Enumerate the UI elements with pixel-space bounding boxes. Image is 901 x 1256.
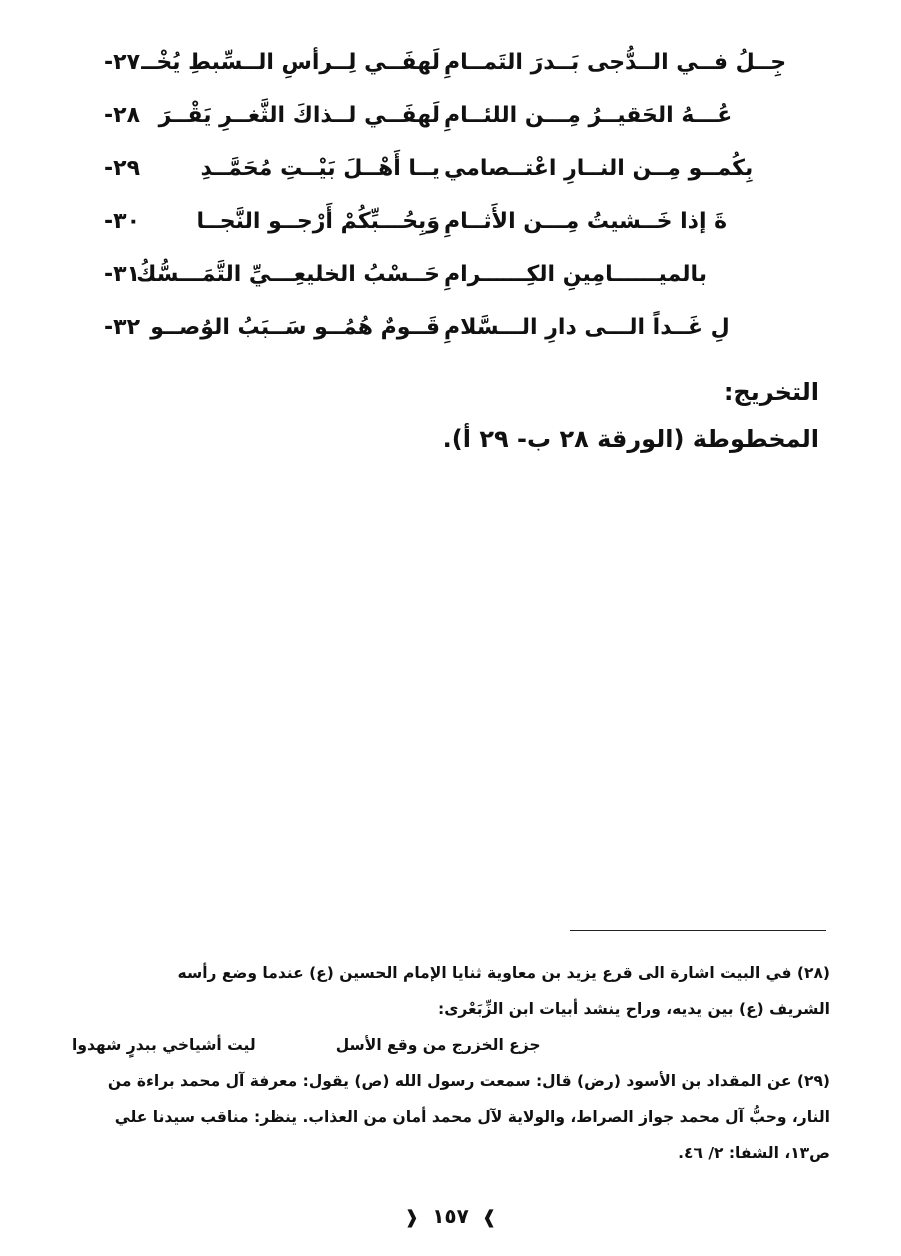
verse-number: ٣٢- xyxy=(104,315,140,340)
verse-31 xyxy=(80,248,825,301)
verse-28 xyxy=(80,89,825,142)
verse-second-hemistich: عُـــهُ الحَقيــرُ مِـــن اللئــامِ xyxy=(444,103,733,128)
verse-30 xyxy=(80,195,825,248)
footnote-28-line: (٢٨) في البيت اشارة الى قرع يزيد بن معاوية ثنايا الإمام الحسين (ع) عندما وضع رأسه xyxy=(177,964,830,982)
footnote-28-line: الشريف (ع) بين يديه، وراح ينشد أبيات ابن الزِّبَعْرى: xyxy=(438,1000,830,1018)
verse-second-hemistich: بِكُمــو مِــن النــارِ اعْتــصامي xyxy=(444,156,754,181)
verse-second-hemistich: جِــلُ فــي الــدُّجى بَــدرَ التَمــامِ xyxy=(444,50,787,75)
verse-number: ٢٨- xyxy=(104,103,140,128)
verse-first-hemistich: لَهفَــي لِــرأسِ الــسِّبطِ يُخْــ xyxy=(141,50,440,75)
footnote-29-line: النار، وحبُّ آل محمد جواز الصراط، والولاية لآل محمد أمان من العذاب. ينظر: مناقب سيدنا علي xyxy=(114,1108,830,1126)
footnote-29-line: ص١٣، الشفا: ٢/ ٤٦. xyxy=(678,1144,830,1162)
verse-first-hemistich: قَــومٌ هُمُــو سَــبَبُ الوُصــو xyxy=(150,315,440,340)
verse-first-hemistich: حَــسْبُ الخليعِـــيِّ التَّمَـــسُّكُ xyxy=(136,262,440,287)
ornament-right-icon: ❱ xyxy=(481,1207,497,1228)
verse-32 xyxy=(80,301,825,354)
footnote-29-line: (٢٩) عن المقداد بن الأسود (رض) قال: سمعت رسول الله (ص) يقول: معرفة آل محمد براءة من xyxy=(107,1072,830,1090)
verse-first-hemistich: لَهفَــي لــذاكَ الثَّغــرِ يَقْــرَ xyxy=(158,103,440,128)
verse-number: ٣١- xyxy=(104,262,140,287)
poem-verses xyxy=(80,36,825,354)
footnote-separator xyxy=(570,930,826,931)
verse-number: ٣٠- xyxy=(104,209,140,234)
footnotes xyxy=(72,955,830,1171)
takhrij-source: المخطوطة (الورقة ٢٨ ب- ٢٩ أ). xyxy=(442,425,819,453)
verse-second-hemistich: ةَ إذا خَــشيتُ مِـــن الأَثــامِ xyxy=(444,209,728,234)
verse-29 xyxy=(80,142,825,195)
page-number-block xyxy=(0,1204,901,1228)
verse-number: ٢٩- xyxy=(104,156,140,181)
quoted-verse-first-hemistich: ليت أشياخي ببدرٍ شهدوا xyxy=(72,1036,256,1054)
page-number: ١٥٧ xyxy=(432,1204,469,1228)
footnote-28-quoted-verse xyxy=(72,1027,830,1063)
verse-second-hemistich: لِ غَــداً الـــى دارِ الـــسَّلامِ xyxy=(444,315,730,340)
quoted-verse-second-hemistich: جزع الخزرج من وقع الأسل xyxy=(335,1036,541,1054)
verse-first-hemistich: يــا أَهْــلَ بَيْــتِ مُحَمَّــدِ xyxy=(200,156,440,181)
ornament-left-icon: ❰ xyxy=(404,1207,420,1228)
verse-27 xyxy=(80,36,825,89)
takhrij-heading: التخريج: xyxy=(723,378,819,406)
verse-number: ٢٧- xyxy=(104,50,140,75)
verse-first-hemistich: وَبِحُـــبِّكُمْ أَرْجــو النَّجــا xyxy=(196,209,440,234)
verse-second-hemistich: بالميــــــامِينِ الكِــــــرامِ xyxy=(444,262,708,287)
